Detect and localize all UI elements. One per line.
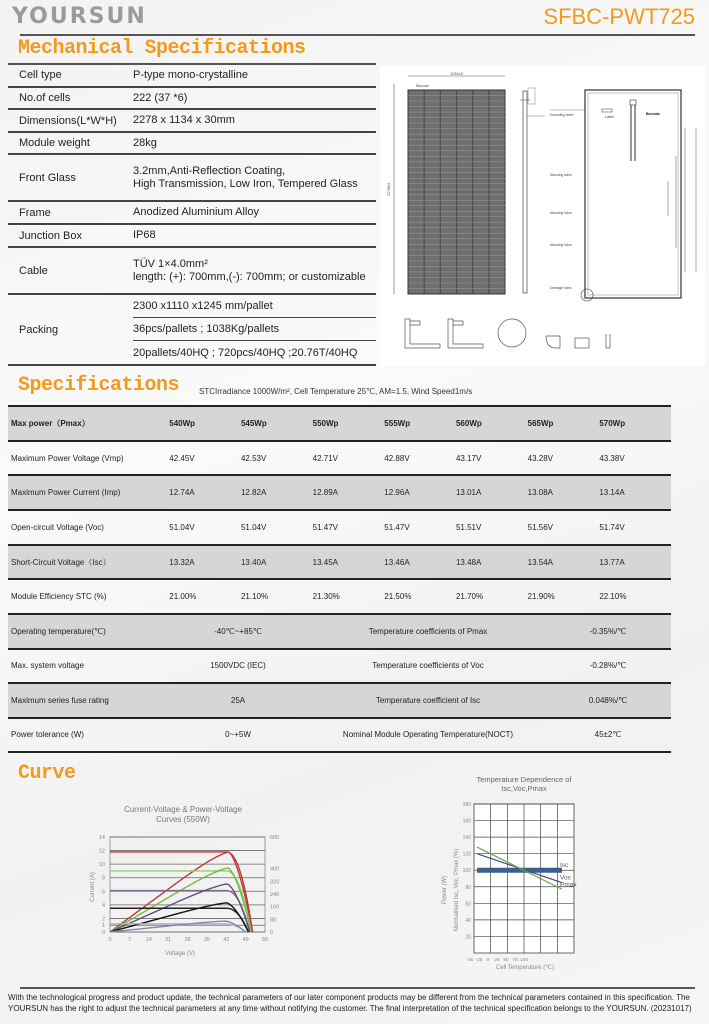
spec-cell: 42.45V bbox=[169, 453, 195, 463]
temp-x-tick: -25 bbox=[475, 958, 483, 963]
temp-grid bbox=[474, 804, 574, 953]
temp-y-tick: 20 bbox=[465, 934, 471, 941]
spec-cell: 560Wp bbox=[455, 418, 482, 428]
temp-y-tick: 100 bbox=[462, 868, 471, 875]
spec-cell: 13.48A bbox=[455, 557, 482, 567]
iv-x-tick: 35 bbox=[203, 937, 210, 943]
specifications-title: Specifications bbox=[18, 374, 180, 397]
panel-back bbox=[585, 90, 681, 298]
iv-chart-title-1: Current-Voltage & Power-Voltage bbox=[124, 805, 242, 814]
spec-cell: 21.30% bbox=[312, 592, 340, 602]
iv-y2-tick: 400 bbox=[270, 866, 280, 873]
mech-key: Junction Box bbox=[19, 229, 82, 242]
spec-cell: 51.56V bbox=[527, 522, 553, 532]
temp-x-tick: 0 bbox=[486, 958, 490, 963]
spec-cell: 21.00% bbox=[169, 592, 197, 602]
spec-cell: 21.70% bbox=[455, 592, 484, 602]
header-divider bbox=[20, 34, 695, 36]
temperature-chart bbox=[430, 770, 610, 975]
mech-value: IP68 bbox=[133, 229, 156, 241]
temp-chart-title-1: Temperature Dependence of bbox=[476, 775, 572, 784]
mech-value bbox=[133, 165, 376, 191]
iv-y2-tick: 0 bbox=[270, 930, 274, 936]
mounting-holes-label-2: Mounting holes bbox=[550, 211, 572, 215]
temp-outer-ylabel: Power (W) bbox=[442, 875, 448, 905]
mech-value: 222 (37 *6) bbox=[133, 91, 188, 104]
spec-cell: 13.54A bbox=[527, 557, 553, 567]
temp-x-tick: 75 bbox=[512, 958, 518, 963]
temp-chart-title-2: Isc,Voc,Pmax bbox=[501, 784, 547, 793]
iv-y2-tick: 240 bbox=[270, 892, 280, 898]
spec-label: Max power（Pmax） bbox=[11, 418, 90, 428]
model-number: SFBC-PWT725 bbox=[543, 4, 695, 29]
temp-y-tick: 60 bbox=[465, 901, 471, 908]
spec-cell: 13.46A bbox=[384, 557, 410, 567]
drawing-svg bbox=[380, 66, 705, 366]
spec-cell: 555Wp bbox=[384, 418, 411, 428]
spec-label: Module Efficiency STC (%) bbox=[11, 592, 107, 602]
disclaimer-text: With the technological progress and product update, the technical parameters of our later component products may be different from the technical parameters contained in this specification. The YOURSUN has the right to adjust the technical parameters at any time without notifying the customer. The final interpretation of the technical specification belongs to the YOURSUN. (20231017) bbox=[8, 993, 692, 1013]
iv-ylabel: Current (A) bbox=[90, 872, 96, 902]
specifications-subtitle: STCIrradiance 1000W/m², Cell Temperature 25℃, AM=1.5, Wind Speed1m/s bbox=[199, 387, 473, 396]
mech-row-frame bbox=[8, 202, 376, 225]
op-value-2: 0.048%/℃ bbox=[588, 695, 628, 705]
temp-y-tick: 120 bbox=[462, 851, 471, 858]
mech-key: No.of cells bbox=[19, 92, 71, 104]
op-label-2: Temperature coefficient of Isc bbox=[375, 695, 481, 705]
mounting-holes-label-1: Mounting holes bbox=[550, 173, 572, 177]
front-view bbox=[386, 71, 505, 294]
temp-y-tick: 160 bbox=[462, 818, 471, 825]
height-dim-label: 2278±2 bbox=[386, 182, 391, 196]
mech-value bbox=[133, 258, 376, 284]
spec-cell: 12.96A bbox=[384, 488, 410, 498]
spec-cell: 13.08A bbox=[527, 488, 553, 498]
op-label: Operating temperature(℃) bbox=[11, 626, 106, 636]
iv-x-tick: 21 bbox=[165, 937, 172, 943]
iv-x-tick: 49 bbox=[242, 937, 249, 943]
spec-cell: 13.32A bbox=[169, 557, 195, 567]
spec-label: Open-circuit Voltage (Voc) bbox=[11, 522, 104, 532]
iv-y2-tick: 320 bbox=[270, 879, 280, 886]
spec-cell: 12.82A bbox=[240, 488, 267, 498]
temp-series-label-isc: Isc bbox=[560, 862, 569, 870]
spec-cell: 42.88V bbox=[384, 453, 410, 463]
spec-cell: 42.71V bbox=[312, 453, 338, 463]
op-value-2: -0.35%/℃ bbox=[589, 626, 627, 636]
module-technical-drawing bbox=[380, 66, 705, 366]
iv-y-tick: 14 bbox=[98, 835, 105, 841]
spec-cell: 12.89A bbox=[312, 488, 338, 498]
op-value: 1500VDC (IEC) bbox=[210, 661, 266, 671]
mech-row-dimensions bbox=[8, 110, 376, 133]
spec-cell: 43.17V bbox=[455, 453, 482, 463]
spec-cell: 51.47V bbox=[384, 522, 410, 532]
spec-cell: 42.53V bbox=[240, 453, 267, 463]
iv-y2-tick: 600 bbox=[270, 835, 280, 841]
side-view bbox=[520, 88, 545, 293]
packing-value: 2300 x1110 x1245 mm/pallet bbox=[133, 295, 376, 318]
footer-divider bbox=[20, 987, 695, 989]
grounding-holes-label: Grounding holes bbox=[550, 113, 574, 117]
mech-value-line: 3.2mm,Anti-Reflection Coating, bbox=[133, 164, 286, 177]
mech-key: Dimensions(L*W*H) bbox=[19, 114, 117, 127]
spec-cell: 51.74V bbox=[599, 522, 625, 532]
spec-cell: 22.10% bbox=[599, 592, 627, 602]
iv-x-tick: 42 bbox=[223, 937, 230, 943]
width-dim-label: 1134±2 bbox=[450, 71, 464, 76]
spec-cell: 13.01A bbox=[455, 488, 482, 498]
iv-y-tick: 0 bbox=[101, 930, 105, 936]
spec-cell: 12.74A bbox=[169, 488, 195, 498]
op-row-fuse bbox=[8, 684, 671, 719]
packing-values bbox=[133, 295, 376, 364]
iv-pv-chart bbox=[80, 795, 280, 965]
mech-key: Module weight bbox=[19, 137, 90, 149]
iv-y-tick: 6 bbox=[101, 889, 105, 896]
mech-key: Front Glass bbox=[19, 171, 76, 184]
temp-y-tick: 140 bbox=[462, 835, 471, 842]
op-row-tolerance bbox=[8, 719, 671, 754]
spec-cell: 13.77A bbox=[599, 557, 625, 567]
temp-y-tick: 40 bbox=[465, 917, 471, 924]
temp-x-tick: 25 bbox=[494, 958, 500, 963]
op-label: Max. system voltage bbox=[11, 661, 84, 671]
spec-cell: 21.90% bbox=[527, 592, 555, 602]
iv-y-tick: 10 bbox=[98, 862, 105, 869]
mech-value: Anodized Aluminium Alloy bbox=[133, 206, 259, 218]
mech-row-packing bbox=[8, 295, 376, 366]
mech-value: 28kg bbox=[133, 136, 157, 149]
drainage-holes-label: Drainage holes bbox=[550, 286, 572, 290]
op-label-2: Nominal Module Operating Temperature(NOCT) bbox=[342, 730, 514, 740]
mech-key: Packing bbox=[19, 323, 59, 336]
mech-value-line: High Transmission, Low Iron, Tempered Glass bbox=[133, 177, 358, 190]
mech-key: Cable bbox=[19, 264, 48, 277]
spec-cell: 51.47V bbox=[312, 522, 338, 532]
temp-x-tick: -50 bbox=[466, 958, 474, 963]
mech-value: 2278 x 1134 x 30mm bbox=[133, 114, 235, 126]
iv-y2-tick: 160 bbox=[270, 904, 280, 911]
iv-y-tick: 1 bbox=[101, 923, 105, 930]
temp-series-label-pmax: Pmax bbox=[560, 881, 577, 889]
iv-x-tick: 0 bbox=[108, 937, 112, 943]
spec-row-efficiency bbox=[8, 580, 671, 615]
op-label-2: Temperature coefficients of Pmax bbox=[368, 626, 488, 636]
electrical-spec-table bbox=[8, 405, 671, 753]
packing-value: 20pallets/40HQ ; 720pcs/40HQ ;20.76T/40HQ bbox=[133, 346, 358, 359]
iv-y-tick: 8 bbox=[101, 875, 105, 882]
curve-title: Curve bbox=[18, 762, 76, 785]
mech-key: Frame bbox=[19, 206, 51, 219]
mechanical-title: Mechanical Specifications bbox=[18, 37, 306, 60]
temp-ylabel: Normalised Isc, Voc, Pmax (%) bbox=[454, 848, 460, 932]
temp-y-tick: 180 bbox=[462, 802, 471, 808]
spec-cell: 21.10% bbox=[240, 592, 269, 602]
packing-value: 36pcs/pallets ; 1038Kg/pallets bbox=[133, 318, 376, 341]
op-row-system-voltage bbox=[8, 650, 671, 685]
spec-cell: 51.04V bbox=[240, 522, 267, 532]
label-text: Label bbox=[605, 115, 614, 119]
op-value: 25A bbox=[230, 695, 246, 705]
temp-y-tick: 80 bbox=[465, 884, 471, 891]
mech-row-weight bbox=[8, 133, 376, 155]
iv-y-tick: 2 bbox=[101, 916, 105, 923]
mech-row-cell-type bbox=[8, 64, 376, 88]
spec-cell: 13.40A bbox=[240, 557, 267, 567]
iv-x-tick: 56 bbox=[261, 937, 269, 943]
mech-key: Cell type bbox=[19, 69, 62, 81]
temp-x-tick: 50 bbox=[503, 958, 509, 963]
spec-cell: 43.38V bbox=[599, 453, 625, 463]
brand-logo: YOURSUN bbox=[12, 4, 147, 29]
spec-cell: 21.50% bbox=[384, 592, 412, 602]
frame-detail-sections bbox=[405, 319, 610, 348]
mech-value-line: TÜV 1×4.0mm² bbox=[133, 257, 208, 270]
op-label: Power tolerance (W) bbox=[11, 730, 84, 740]
spec-cell: 545Wp bbox=[240, 418, 267, 428]
mounting-holes-label-3: Mounting holes bbox=[550, 243, 572, 247]
temp-xlabel: Cell Temperature (℃) bbox=[496, 965, 554, 971]
spec-row-imp bbox=[8, 476, 671, 511]
spec-row-isc bbox=[8, 546, 671, 581]
mech-row-cable bbox=[8, 248, 376, 295]
op-value: 0~+5W bbox=[225, 730, 251, 740]
spec-cell: 43.28V bbox=[527, 453, 553, 463]
back-view bbox=[550, 90, 696, 301]
iv-x-tick: 14 bbox=[145, 937, 152, 943]
spec-cell: 570Wp bbox=[599, 418, 626, 428]
mech-row-junction-box bbox=[8, 225, 376, 248]
iv-xlabel: Voltage (V) bbox=[165, 951, 195, 957]
mech-row-cells bbox=[8, 88, 376, 110]
spec-row-voc bbox=[8, 511, 671, 546]
spec-cell: 565Wp bbox=[527, 418, 554, 428]
op-label-2: Temperature coefficients of Voc bbox=[372, 661, 484, 671]
spec-cell: 13.14A bbox=[599, 488, 625, 498]
mech-row-front-glass bbox=[8, 155, 376, 202]
iv-y2-tick: 80 bbox=[270, 917, 277, 924]
mechanical-table bbox=[8, 64, 376, 366]
iv-y-tick: 12 bbox=[98, 848, 105, 855]
barcode-label: Barcode bbox=[416, 84, 430, 88]
spec-cell: 51.51V bbox=[455, 522, 482, 532]
spec-label: Maximum Power Voltage (Vmp) bbox=[11, 453, 124, 463]
mech-value: P-type mono-crystalline bbox=[133, 68, 248, 81]
op-value-2: -0.28%/℃ bbox=[589, 661, 627, 671]
spec-header-row bbox=[8, 407, 671, 442]
spec-cell: 13.45A bbox=[312, 557, 338, 567]
iv-x-tick: 28 bbox=[184, 937, 191, 943]
spec-label: Short-Circuit Voltage（Isc） bbox=[11, 557, 111, 567]
op-value: -40℃~+85℃ bbox=[214, 626, 262, 636]
spec-row-vmp bbox=[8, 442, 671, 477]
barcode-back-text: Barcode bbox=[646, 112, 661, 116]
iv-y-tick: 4 bbox=[101, 902, 105, 909]
op-row-temperature bbox=[8, 615, 671, 650]
spec-cell: 550Wp bbox=[312, 418, 339, 428]
iv-chart-title-2: Curves (550W) bbox=[156, 815, 210, 824]
op-value-2: 45±2℃ bbox=[594, 730, 622, 740]
temp-series-label-voc: Voc bbox=[560, 874, 571, 882]
spec-cell: 540Wp bbox=[169, 418, 196, 428]
spec-cell: 51.04V bbox=[169, 522, 195, 532]
op-label: Maximum series fuse rating bbox=[11, 695, 109, 705]
temp-x-tick: 100 bbox=[519, 958, 529, 963]
mech-value-line: length: (+): 700mm,(-): 700mm; or customizable bbox=[133, 270, 366, 283]
iv-x-tick: 7 bbox=[127, 937, 131, 943]
spec-label: Maximum Power Current (Imp) bbox=[11, 488, 121, 498]
